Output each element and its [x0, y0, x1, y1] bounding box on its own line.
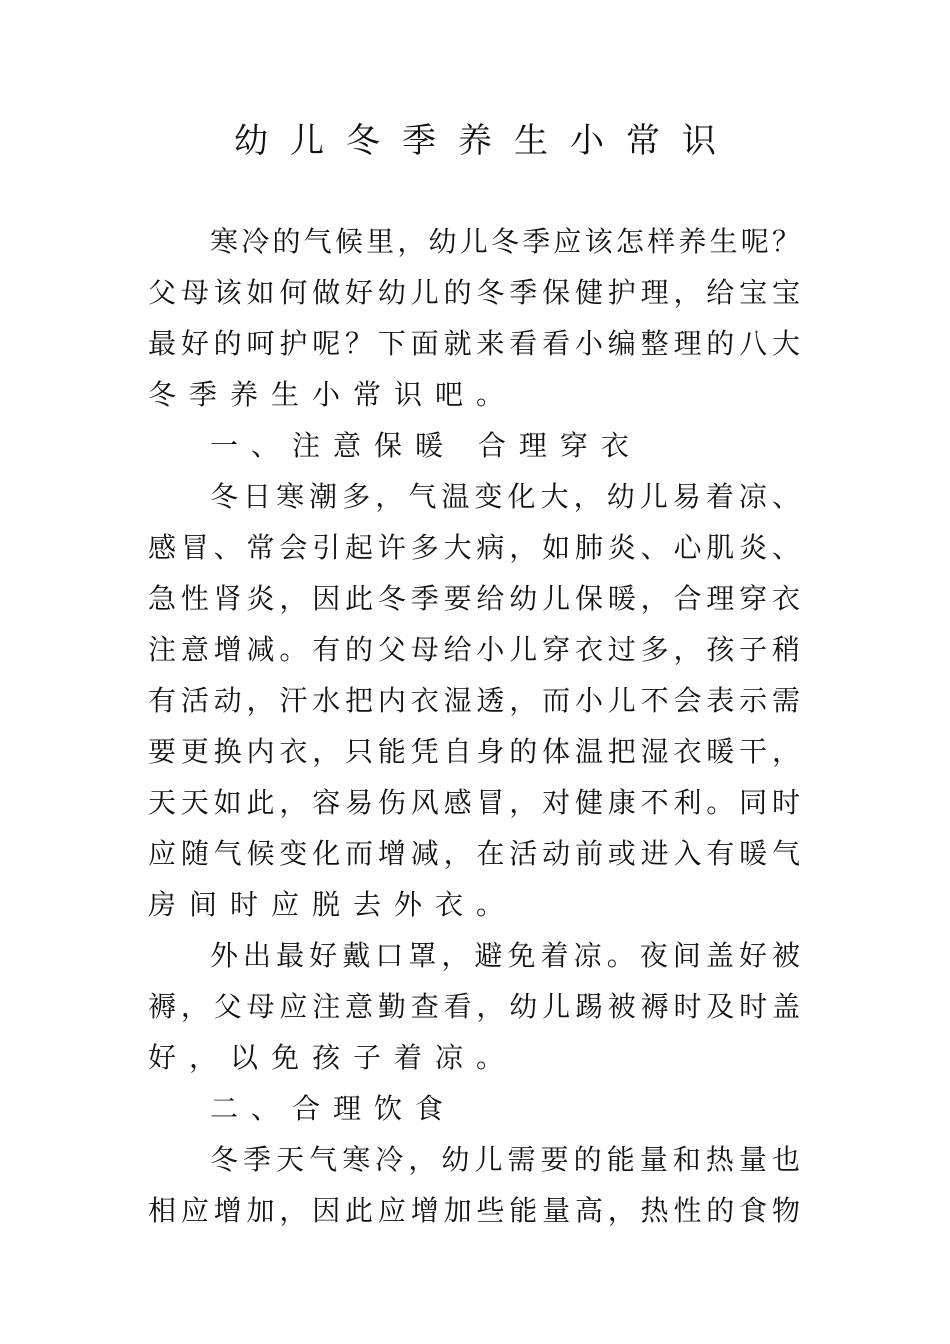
text-line: 父母该如何做好幼儿的冬季保健护理，给宝宝 — [148, 276, 800, 309]
text-line: 最好的呵护呢？下面就来看看小编整理的八大 — [148, 327, 800, 360]
text-line: 相应增加，因此应增加些能量高，热性的食物 — [148, 1194, 800, 1227]
text-line: 房间时应脱去外衣。 — [148, 888, 518, 921]
section-heading: 二、合理饮食 — [210, 1092, 457, 1125]
text-line: 冬日寒潮多，气温变化大，幼儿易着凉、 — [210, 480, 800, 513]
section-heading: 一、注意保暖 合理穿衣 — [210, 429, 642, 462]
text-line: 褥，父母应注意勤查看，幼儿踢被褥时及时盖 — [148, 990, 800, 1023]
text-line: 要更换内衣，只能凭自身的体温把湿衣暖干， — [148, 735, 800, 768]
text-line: 冬季养生小常识吧。 — [148, 378, 518, 411]
document-title: 幼儿冬季养生小常识 — [234, 121, 738, 161]
text-line: 有活动，汗水把内衣湿透，而小儿不会表示需 — [148, 684, 800, 717]
text-line: 天天如此，容易伤风感冒，对健康不利。同时 — [148, 786, 800, 819]
text-line: 感冒、常会引起许多大病，如肺炎、心肌炎、 — [148, 531, 800, 564]
text-line: 注意增减。有的父母给小儿穿衣过多，孩子稍 — [148, 633, 800, 666]
text-line: 好，以免孩子着凉。 — [148, 1041, 518, 1074]
text-line: 寒冷的气候里，幼儿冬季应该怎样养生呢？ — [210, 225, 800, 258]
text-line: 急性肾炎，因此冬季要给幼儿保暖，合理穿衣 — [148, 582, 800, 615]
text-line: 外出最好戴口罩，避免着凉。夜间盖好被 — [210, 939, 800, 972]
text-line: 冬季天气寒冷，幼儿需要的能量和热量也 — [210, 1143, 800, 1176]
text-line: 应随气候变化而增减，在活动前或进入有暖气 — [148, 837, 800, 870]
